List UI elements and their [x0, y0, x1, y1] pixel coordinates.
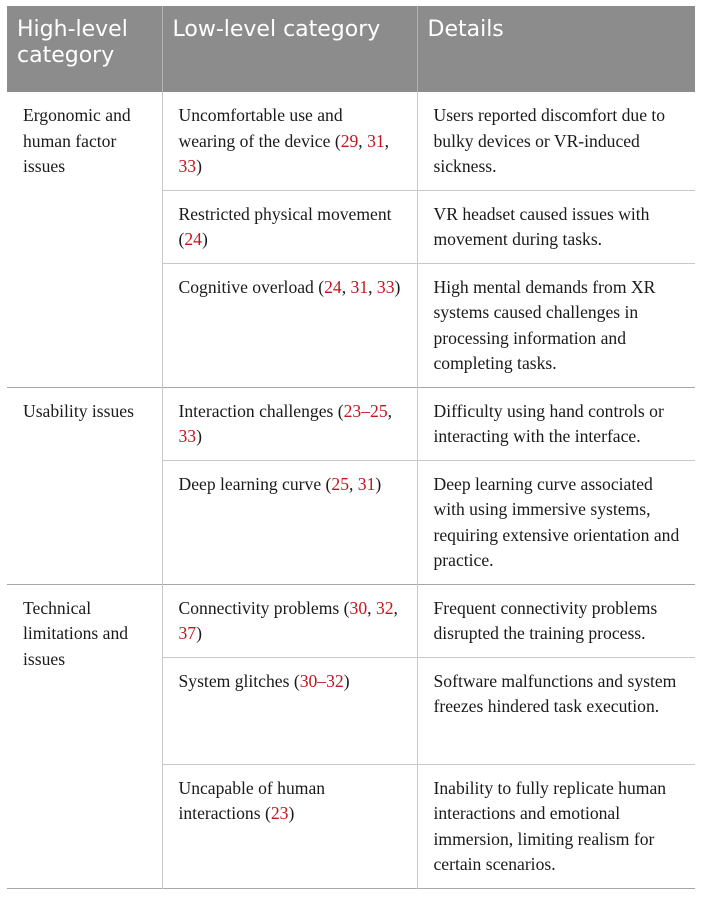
high-level-category-cell: Technical limitations and issues	[7, 584, 162, 888]
low-level-category-cell: Uncomfortable use and wearing of the device (29, 31, 33)	[162, 92, 417, 190]
table-header	[7, 6, 695, 92]
table-row	[7, 584, 695, 657]
details-cell: High mental demands from XR systems caused challenges in processing information and completing tasks.	[417, 263, 695, 387]
reference-link[interactable]: 33	[178, 426, 197, 446]
header-low-level-category: Low-level category	[162, 6, 417, 92]
details-cell: Software malfunctions and system freezes hindered task execution.	[417, 657, 695, 764]
low-level-category-cell: Uncapable of human interactions (23)	[162, 764, 417, 888]
reference-link[interactable]: 23	[270, 803, 289, 823]
reference-link[interactable]: 33	[376, 276, 395, 297]
low-level-category-label: System glitches	[178, 670, 290, 691]
low-level-category-cell: Deep learning curve (25, 31)	[162, 460, 417, 584]
details-cell: Difficulty using hand controls or interacting with the interface.	[417, 387, 695, 460]
low-level-category-label: Deep learning curve	[178, 473, 322, 494]
reference-link[interactable]: 32	[375, 597, 394, 618]
reference-link[interactable]: 30	[349, 597, 368, 618]
high-level-category-cell: Usability issues	[7, 387, 162, 584]
details-cell: Users reported discomfort due to bulky devices or VR-induced sickness.	[417, 92, 695, 190]
reference-link[interactable]: 33	[178, 156, 197, 176]
reference-link[interactable]: 23–25	[343, 400, 388, 421]
header-high-level-category: High-level category	[7, 6, 162, 92]
details-cell: Deep learning curve associated with using immersive systems, requiring extensive orientation and practice.	[417, 460, 695, 584]
low-level-category-label: Interaction challenges	[178, 400, 334, 421]
table-row	[7, 92, 695, 190]
table-row	[7, 387, 695, 460]
low-level-category-label: Cognitive overload	[178, 276, 314, 297]
low-level-category-cell: Cognitive overload (24, 31, 33)	[162, 263, 417, 387]
header-details: Details	[417, 6, 695, 92]
reference-link[interactable]: 30–32	[299, 670, 344, 691]
reference-link[interactable]: 24	[184, 229, 202, 249]
header-row	[7, 6, 695, 92]
reference-link[interactable]: 31	[350, 276, 369, 297]
reference-link[interactable]: 29	[340, 130, 359, 151]
low-level-category-label: Uncomfortable use and wearing of the device	[178, 105, 343, 151]
issues-table	[7, 6, 695, 889]
reference-link[interactable]: 31	[357, 473, 376, 494]
low-level-category-cell: Connectivity problems (30, 32, 37)	[162, 584, 417, 657]
details-cell: Inability to fully replicate human interactions and emotional immersion, limiting realism for certain scenarios.	[417, 764, 695, 888]
low-level-category-cell: Restricted physical movement (24)	[162, 190, 417, 263]
details-cell: VR headset caused issues with movement during tasks.	[417, 190, 695, 263]
table-body	[7, 92, 695, 888]
low-level-category-label: Uncapable of human interactions	[178, 777, 326, 823]
low-level-category-cell: Interaction challenges (23–25, 33)	[162, 387, 417, 460]
reference-link[interactable]: 37	[178, 623, 197, 643]
reference-link[interactable]: 24	[324, 276, 342, 297]
low-level-category-label: Connectivity problems	[178, 597, 340, 618]
low-level-category-cell: System glitches (30–32)	[162, 657, 417, 764]
low-level-category-label: Restricted physical movement	[178, 203, 392, 224]
high-level-category-cell: Ergonomic and human factor issues	[23, 105, 131, 176]
reference-link[interactable]: 25	[331, 473, 349, 494]
details-cell: Frequent connectivity problems disrupted the training process.	[417, 584, 695, 657]
reference-link[interactable]: 31	[367, 130, 385, 151]
